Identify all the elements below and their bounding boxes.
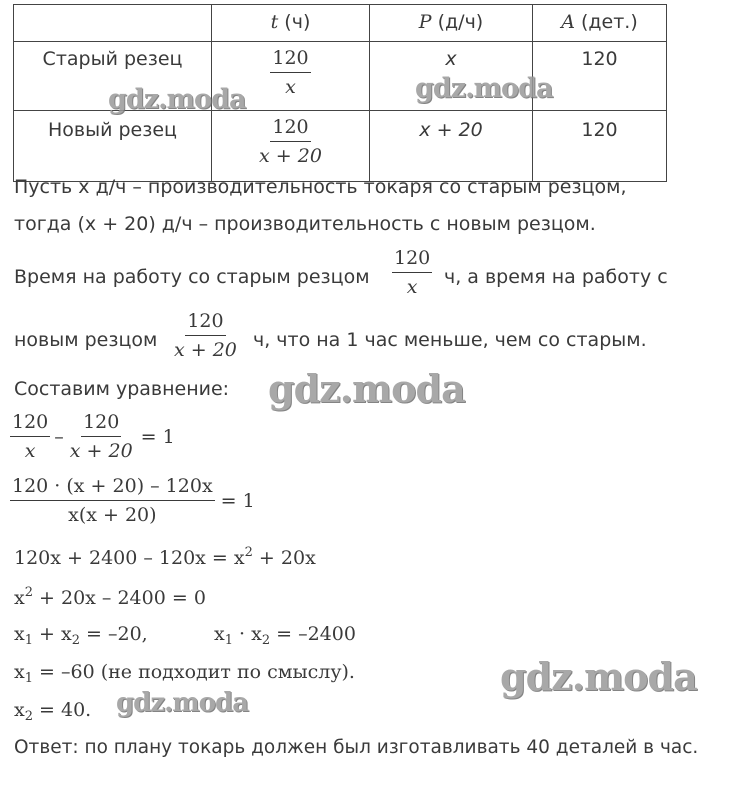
text-line-5: Составим уравнение:: [14, 378, 230, 400]
text-line-2: тогда (x + 20) д/ч – производительность с новым резцом.: [14, 213, 596, 235]
frac-den: x(x + 20): [68, 504, 157, 526]
frac-den: x + 20: [69, 440, 133, 462]
text-line-4b: ч, что на 1 час меньше, чем со старым.: [253, 329, 647, 351]
equation-5-product: [214, 623, 356, 648]
text-line-3a: Время на работу со старым резцом: [14, 266, 370, 288]
equals-one: = 1: [140, 425, 175, 448]
frac-den: x + 20: [174, 339, 237, 361]
equation-7: [14, 699, 91, 724]
table-header-t: t (ч): [212, 5, 370, 42]
answer-line: Ответ: по плану токарь должен был изготавливать 40 деталей в час.: [14, 737, 699, 758]
frac-num: 120: [270, 46, 310, 73]
watermark-logo: gdz.moda: [268, 366, 465, 411]
frac-den: x: [24, 440, 36, 462]
eq-part: x: [14, 587, 25, 609]
row-new-a: 120: [533, 111, 667, 182]
eq-part: = 40.: [33, 699, 92, 721]
equation-2: [10, 474, 255, 527]
frac-num: 120: [81, 410, 121, 437]
eq-part: + 20x – 2400 = 0: [33, 587, 206, 609]
frac-num: 120: [185, 309, 225, 336]
subscript: 2: [71, 633, 80, 648]
frac-num: 120 · (x + 20) – 120x: [10, 474, 215, 501]
row-new-t: [212, 111, 370, 182]
subscript: 2: [261, 633, 271, 648]
equation-1: [10, 410, 175, 463]
equals-one: = 1: [220, 489, 255, 512]
eq-part: x: [14, 623, 25, 645]
row-old-a: 120: [533, 42, 667, 111]
minus-sign: –: [54, 425, 64, 448]
eq-part: x: [214, 623, 225, 645]
eq-part: x: [14, 661, 25, 683]
exponent: 2: [244, 545, 253, 560]
row-old-p: x: [370, 42, 533, 111]
text-line-1: Пусть x д/ч – производительность токаря со старым резцом,: [14, 176, 627, 198]
row-new-p: x + 20: [370, 111, 533, 182]
table-header-empty: [14, 5, 212, 42]
eq-part: x: [14, 699, 25, 721]
frac-den: x: [406, 276, 418, 298]
frac-num: 120: [270, 115, 310, 142]
eq-part: = –60 (не подходит по смыслу).: [33, 661, 355, 683]
text-line-3b: ч, а время на работу с: [444, 266, 668, 288]
watermark-logo: gdz.moda: [500, 654, 697, 699]
table-header-row: [14, 5, 667, 42]
exponent: 2: [24, 585, 33, 600]
fraction-time-new: [172, 309, 239, 362]
row-label-old: Старый резец: [14, 42, 212, 111]
subscript: 1: [24, 633, 33, 648]
equation-6: [14, 661, 355, 686]
eq-part: · x: [233, 623, 262, 645]
eq-part: = –20,: [80, 623, 148, 645]
watermark-logo: gdz.moda: [116, 688, 249, 718]
equation-5-sum: [14, 623, 148, 648]
table-header-a: A (дет.): [533, 5, 667, 42]
watermark-logo: gdz.moda: [415, 73, 553, 104]
frac-num: 120: [392, 246, 432, 273]
subscript: 1: [24, 671, 33, 686]
eq-part: = –2400: [270, 623, 356, 645]
row-label-new: Новый резец: [14, 111, 212, 182]
subscript: 1: [224, 633, 233, 648]
table-header-p: P (д/ч): [370, 5, 533, 42]
equation-3: [14, 545, 316, 569]
text-line-4a: новым резцом: [14, 329, 158, 351]
frac-den: x: [285, 76, 296, 98]
watermark-logo: gdz.moda: [108, 84, 246, 115]
frac-num: 120: [10, 410, 50, 437]
eq-part: + x: [33, 623, 72, 645]
eq-part: 120x + 2400 – 120x = x: [14, 547, 245, 569]
eq-part: + 20x: [252, 547, 316, 569]
subscript: 2: [24, 709, 33, 724]
fraction-time-old: [392, 246, 432, 299]
equation-4: [14, 585, 206, 609]
table-row: [14, 111, 667, 182]
frac-den: x + 20: [259, 145, 322, 167]
